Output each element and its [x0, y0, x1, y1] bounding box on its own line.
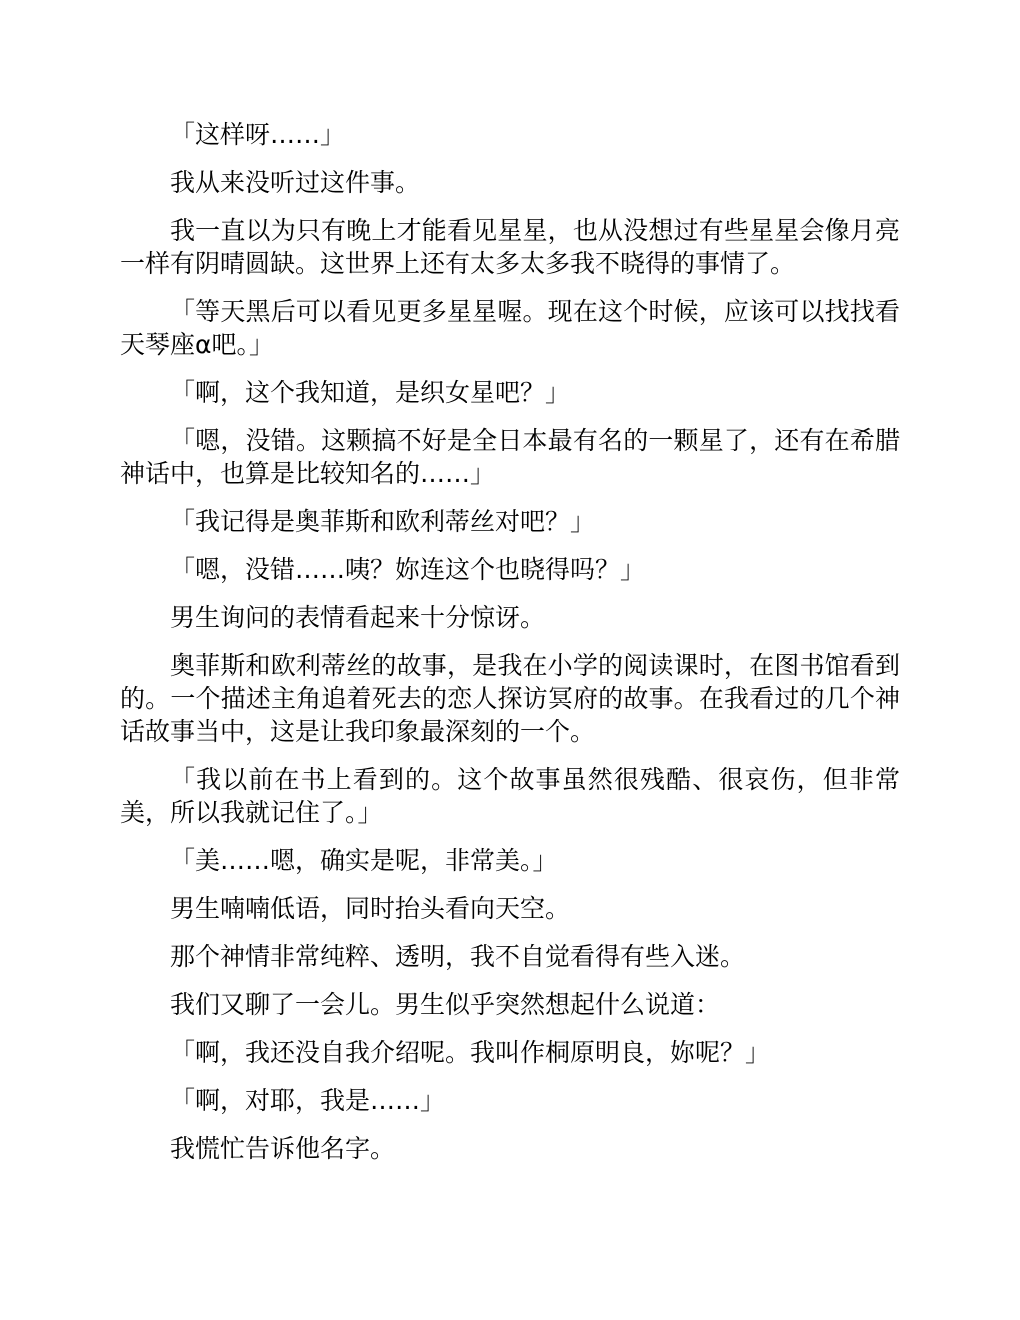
paragraph-11: 「我以前在书上看到的。这个故事虽然很残酷、很哀伤，但非常美，所以我就记住了。」 [120, 765, 900, 827]
paragraph-10: 奥菲斯和欧利蒂丝的故事，是我在小学的阅读课时，在图书馆看到的。一个描述主角追着死去的恋人探访冥府的故事。在我看过的几个神话故事当中，这是让我印象最深刻的一个。 [120, 651, 900, 746]
paragraph-7: 「我记得是奥菲斯和欧利蒂丝对吧？」 [170, 507, 596, 536]
paragraph-5: 「啊，这个我知道，是织女星吧？」 [170, 378, 571, 407]
paragraph-18: 我慌忙告诉他名字。 [170, 1134, 396, 1163]
paragraph-4: 「等天黑后可以看见更多星星喔。现在这个时候，应该可以找找看天琴座α吧。」 [120, 297, 900, 359]
paragraph-12: 「美……嗯，确实是呢，非常美。」 [170, 846, 558, 875]
paragraph-1: 「这样呀……」 [170, 120, 346, 149]
paragraph-14: 那个神情非常纯粹、透明，我不自觉看得有些入迷。 [170, 942, 746, 971]
paragraph-15: 我们又聊了一会儿。男生似乎突然想起什么说道： [170, 990, 721, 1019]
page-body [120, 118, 900, 1180]
paragraph-13: 男生喃喃低语，同时抬头看向天空。 [170, 894, 571, 923]
paragraph-17: 「啊，对耶，我是……」 [170, 1086, 446, 1115]
paragraph-8: 「嗯，没错……咦？妳连这个也晓得吗？」 [170, 555, 646, 584]
paragraph-16: 「啊，我还没自我介绍呢。我叫作桐原明良，妳呢？」 [170, 1038, 771, 1067]
paragraph-2: 我从来没听过这件事。 [170, 168, 421, 197]
paragraph-6: 「嗯，没错。这颗搞不好是全日本最有名的一颗星了，还有在希腊神话中，也算是比较知名的……」 [120, 426, 900, 488]
paragraph-9: 男生询问的表情看起来十分惊讶。 [170, 603, 546, 632]
paragraph-3: 我一直以为只有晚上才能看见星星，也从没想过有些星星会像月亮一样有阴晴圆缺。这世界上还有太多太多我不晓得的事情了。 [120, 216, 900, 278]
